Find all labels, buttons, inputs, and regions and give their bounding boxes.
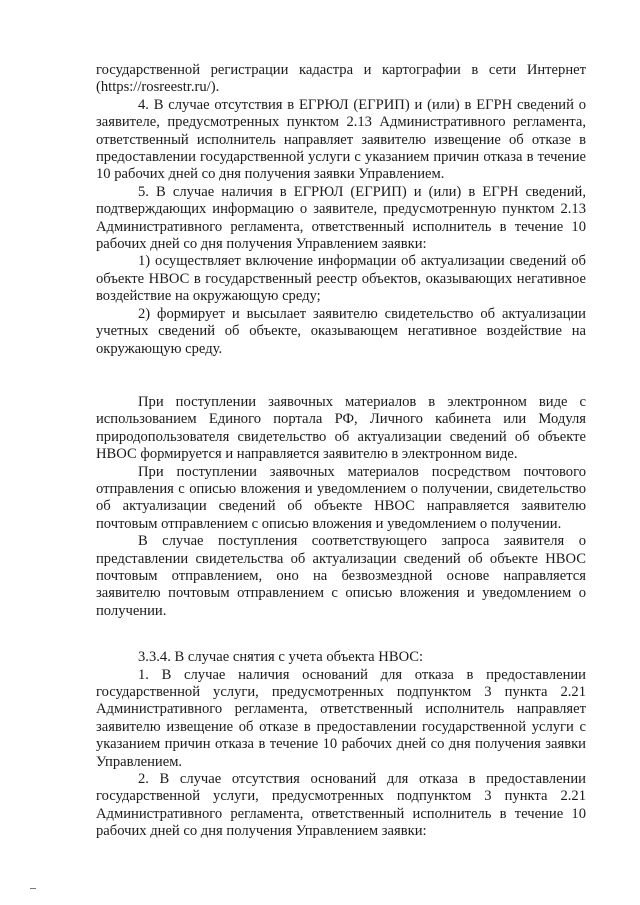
paragraph-subitem-2-certificate: 2) формирует и высылает заявителю свидетельство об актуализации учетных сведений об объекте, оказывающем негативное воздействие на окружающую среду.	[96, 305, 586, 357]
paragraph-item-5-confirmation: 5. В случае наличия в ЕГРЮЛ (ЕГРИП) и (или) в ЕГРН сведений, подтверждающих информацию о заявителе, предусмотренную пунктом 2.13 Административного регламента, ответственный исполнитель в течение 10 рабочих дней со дня получения Управлением заявки:	[96, 183, 586, 253]
paragraph-postal-submission: При поступлении заявочных материалов посредством почтового отправления с описью вложения и уведомлением о получении, свидетельство об актуализации сведений об объекте НВОС направляется заявителю почтовым отправлением с описью вложения и уведомлением о получении.	[96, 463, 586, 532]
paragraph-subitem-1-register: 1) осуществляет включение информации об актуализации сведений об объекте НВОС в государственный реестр объектов, оказывающих негативное воздействие на окружающую среду;	[96, 253, 586, 305]
scan-mark	[30, 888, 36, 889]
paragraph-postal-request: В случае поступления соответствующего запроса заявителя о представлении свидетельства об актуализации сведений об объекте НВОС почтовым отправлением, оно на безвозмездной основе направляется заявителю почтовым отправлением с описью вложения и уведомлением о получении.	[96, 533, 586, 619]
section-heading-3-3-4: 3.3.4. В случае снятия с учета объекта НВОС:	[138, 649, 424, 666]
paragraph-rosreestr-link: государственной регистрации кадастра и картографии в сети Интернет (https://rosreestr.ru/).	[96, 62, 586, 96]
paragraph-item-4-refusal: 4. В случае отсутствия в ЕГРЮЛ (ЕГРИП) и (или) в ЕГРН сведений о заявителе, предусмотренных пунктом 2.13 Административного регламента, ответственный исполнитель направляет заявителю извещение об отказе в предоставлении государственной услуги с указанием причин отказа в течение 10 рабочих дней со дня получения заявки Управлением.	[96, 96, 586, 183]
paragraph-deregistration-no-grounds: 2. В случае отсутствия оснований для отказа в предоставлении государственной услуги, предусмотренных подпунктом 3 пункта 2.21 Административного регламента, ответственный исполнитель в течение 10 рабочих дней со дня получения Управлением заявки:	[96, 771, 586, 840]
paragraph-electronic-submission: При поступлении заявочных материалов в электронном виде с использованием Единого портала РФ, Личного кабинета или Модуля природопользователя свидетельство об актуализации сведений об объекте НВОС формируется и направляется заявителю в электронном виде.	[96, 393, 586, 463]
paragraph-deregistration-refusal: 1. В случае наличия оснований для отказа в предоставлении государственной услуги, предусмотренных подпунктом 3 пункта 2.21 Административного регламента, ответственный исполнитель направляет заявителю извещение об отказе в предоставлении государственной услуги с указанием причин отказа в течение 10 рабочих дней со дня получения заявки Управлением.	[96, 666, 586, 770]
